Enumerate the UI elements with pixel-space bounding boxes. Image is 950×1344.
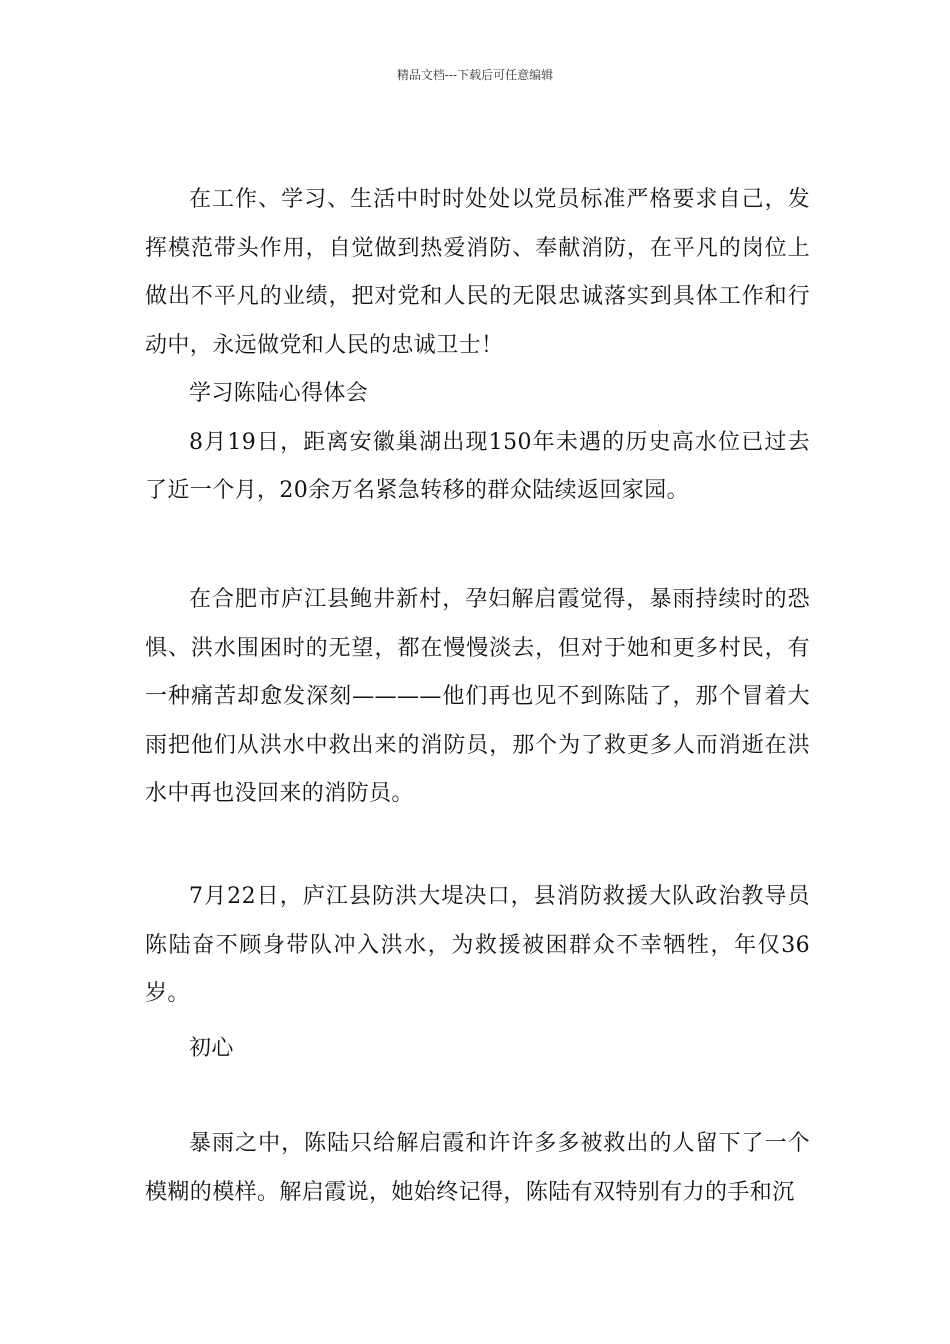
paragraph-lujiang-village: 在合肥市庐江县鲍井新村，孕妇解启霞觉得，暴雨持续时的恐惧、洪水围困时的无望，都在慢慢淡去，但对于她和更多村民，有一种痛苦却愈发深刻————他们再也见不到陈陆了，那个冒着大雨把他们从洪水中救出来的消防员，那个为了救更多人而消逝在洪水中再也没回来的消防员。	[145, 587, 810, 806]
paragraph-5-block	[145, 1120, 810, 1217]
section-title-chenlu-reflection: 学习陈陆心得体会	[189, 381, 369, 406]
section-title-original-aspiration: 初心	[189, 1036, 234, 1061]
paragraph-3-block	[145, 873, 810, 1019]
page-header: 精品文档---下载后可任意编辑	[396, 68, 554, 82]
paragraph-chaohu-flood: 8月19日，距离安徽巢湖出现150年未遇的历史高水位已过去了近一个月，20余万名紧急转移的群众陆续返回家园。	[145, 429, 810, 503]
paragraph-dike-breach: 7月22日，庐江县防洪大堤决口，县消防救援大队政治教导员陈陆奋不顾身带队冲入洪水，为救援被困群众不幸牺牲，年仅36岁。	[145, 884, 810, 1006]
paragraph-4-block	[145, 1025, 810, 1074]
paragraph-rainstorm-memory: 暴雨之中，陈陆只给解启霞和许许多多被救出的人留下了一个模糊的模样。解启霞说，她始终记得，陈陆有双特别有力的手和沉	[145, 1131, 810, 1205]
paragraph-1-block	[145, 176, 810, 516]
paragraph-2-block	[145, 576, 810, 819]
paragraph-party-member-standards: 在工作、学习、生活中时时处处以党员标准严格要求自己，发挥模范带头作用，自觉做到热爱消防、奉献消防，在平凡的岗位上做出不平凡的业绩，把对党和人民的无限忠诚落实到具体工作和行动中，永远做党和人民的忠诚卫士！	[145, 187, 810, 358]
